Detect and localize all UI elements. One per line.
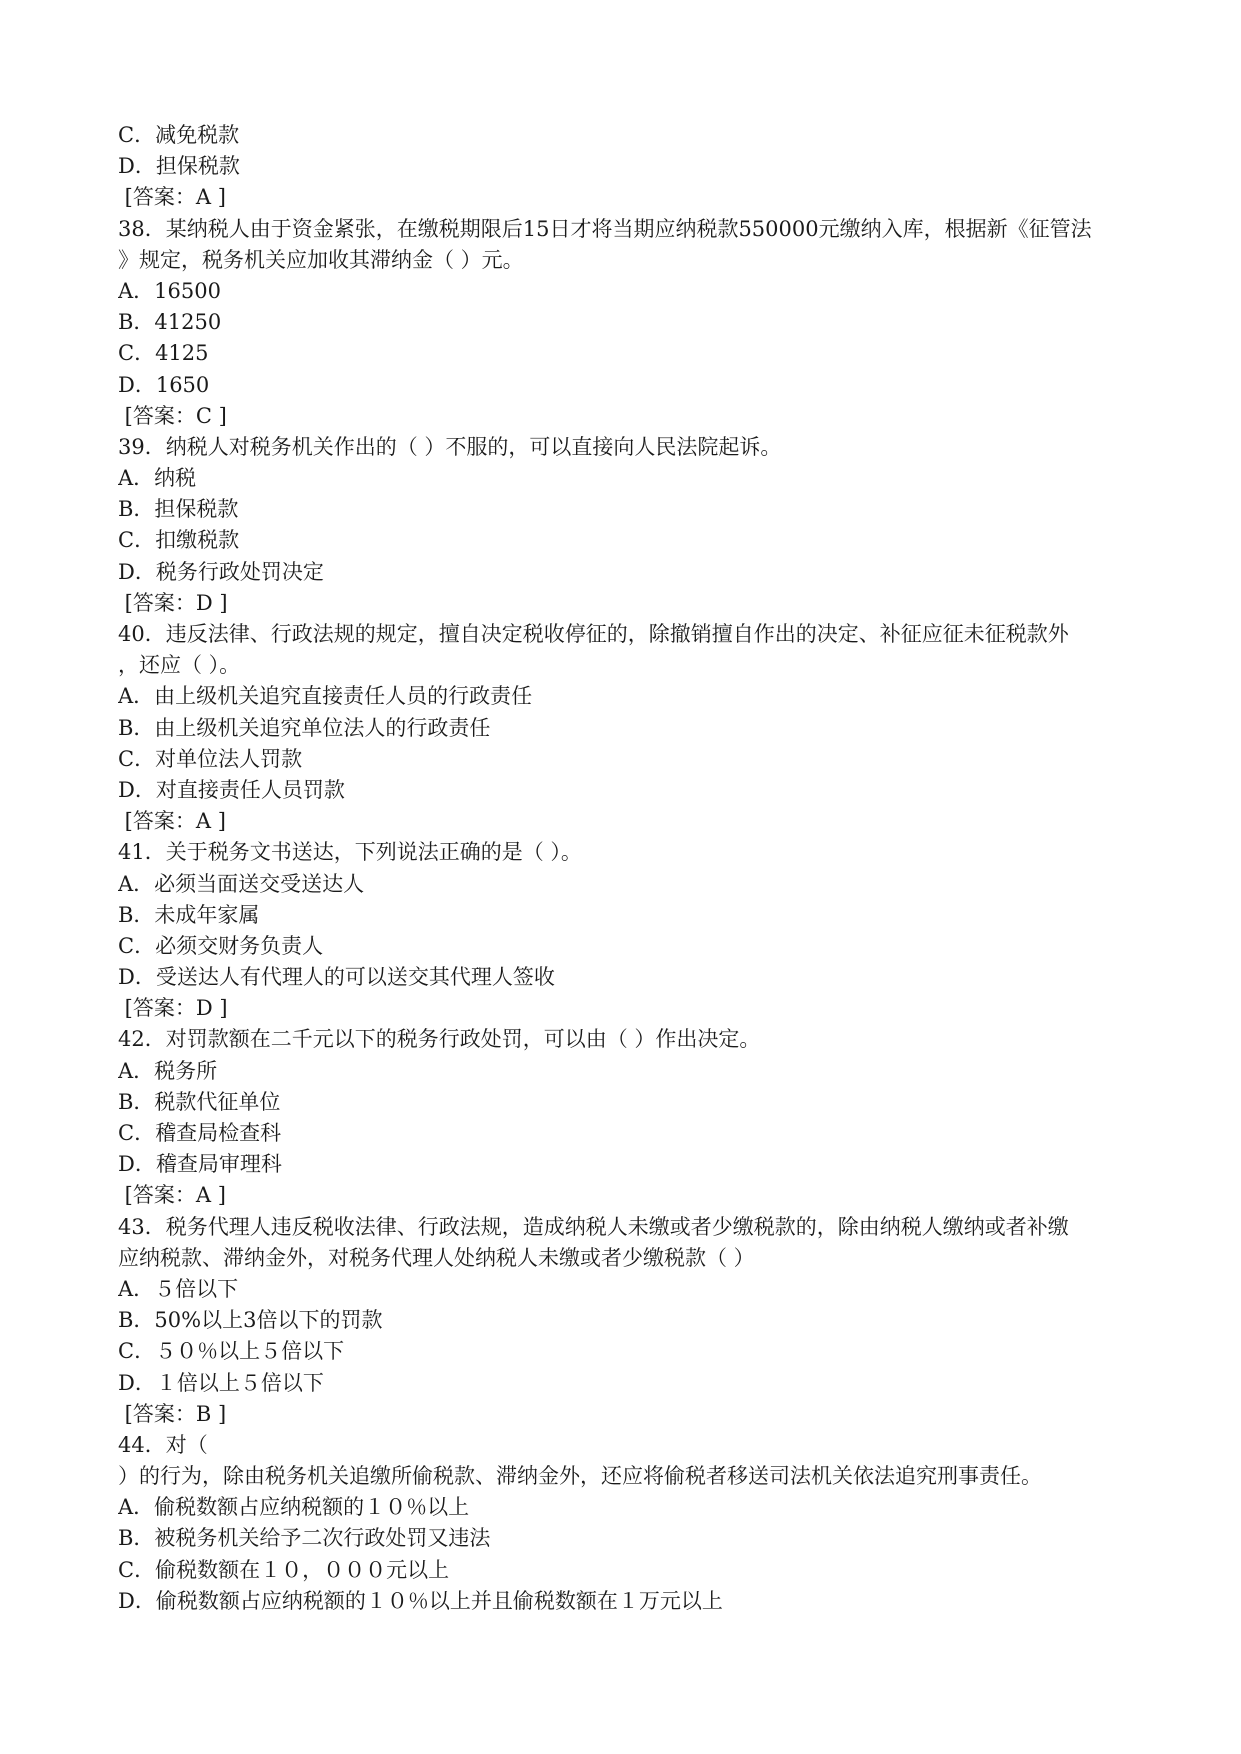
answer-line: [答案：B ] [118,1401,227,1426]
option-line: B．41250 [118,310,222,335]
question-line: ）的行为，除由税务机关追缴所偷税款、滞纳金外，还应将偷税者移送司法机关依法追究刑事责任。 [118,1464,1042,1489]
option-line: B．担保税款 [118,497,239,522]
question-text-block [118,120,1128,1617]
option-line: A．税务所 [118,1058,218,1083]
option-line: B．被税务机关给予二次行政处罚又违法 [118,1526,491,1551]
option-line: B．未成年家属 [118,902,260,927]
option-line: C．对单位法人罚款 [118,746,303,771]
question-line: 38．某纳税人由于资金紧张，在缴税期限后15日才将当期应纳税款550000元缴纳入库，根据新《征管法 [118,216,1092,241]
option-line: D．受送达人有代理人的可以送交其代理人签收 [118,965,555,990]
option-line: D．稽查局审理科 [118,1152,282,1177]
question-line: 42．对罚款额在二千元以下的税务行政处罚，可以由（ ）作出决定。 [118,1027,761,1052]
answer-line: [答案：D ] [118,590,228,615]
question-line: ，还应（ ）。 [118,653,241,678]
option-line: D．对直接责任人员罚款 [118,777,345,802]
option-line: C．必须交财务负责人 [118,933,324,958]
text-line: C．减免税款 [118,123,240,147]
option-line: C．4125 [118,341,209,366]
answer-line: [答案：C ] [118,403,227,428]
question-line: 41．关于税务文书送达，下列说法正确的是（ ）。 [118,840,582,865]
option-line: A．16500 [118,278,221,303]
question-line: 43．税务代理人违反税收法律、行政法规，造成纳税人未缴或者少缴税款的，除由纳税人缴纳或者补缴 [118,1214,1069,1239]
option-line: D．１倍以上５倍以下 [118,1370,324,1395]
question-line: 》规定，税务机关应加收其滞纳金（ ）元。 [118,247,524,272]
option-line: A．５倍以下 [118,1276,239,1301]
option-line: B．50%以上3倍以下的罚款 [118,1308,383,1333]
option-line: D．1650 [118,372,210,397]
question-line: 39．纳税人对税务机关作出的（ ）不服的，可以直接向人民法院起诉。 [118,434,782,459]
option-line: A．偷税数额占应纳税额的１０％以上 [118,1495,470,1520]
question-line: 44．对（ [118,1432,208,1457]
option-line: A．必须当面送交受送达人 [118,871,365,896]
option-line: D．偷税数额占应纳税额的１０％以上并且偷税数额在１万元以上 [118,1588,723,1613]
answer-line: [答案：A ] [118,809,226,834]
option-line: B．税款代征单位 [118,1089,281,1114]
question-line: 应纳税款、滞纳金外，对税务代理人处纳税人未缴或者少缴税款（ ） [118,1245,755,1270]
option-line: A．纳税 [118,466,197,491]
option-line: C．５０％以上５倍以下 [118,1339,345,1364]
answer-line: [答案：A ] [118,1183,226,1208]
option-line: D．税务行政处罚决定 [118,559,324,584]
question-line: 40．违反法律、行政法规的规定，擅自决定税收停征的，除撤销擅自作出的决定、补征应征未征税款外 [118,622,1069,646]
text-line: D．担保税款 [118,154,240,179]
option-line: A．由上级机关追究直接责任人员的行政责任 [118,684,533,709]
option-line: B．由上级机关追究单位法人的行政责任 [118,715,491,740]
option-line: C．偷税数额在１０，０００元以上 [118,1557,450,1582]
option-line: C．稽查局检查科 [118,1121,282,1145]
answer-line: [答案：A ] [118,185,226,210]
option-line: C．扣缴税款 [118,528,240,553]
answer-line: [答案：D ] [118,996,228,1021]
